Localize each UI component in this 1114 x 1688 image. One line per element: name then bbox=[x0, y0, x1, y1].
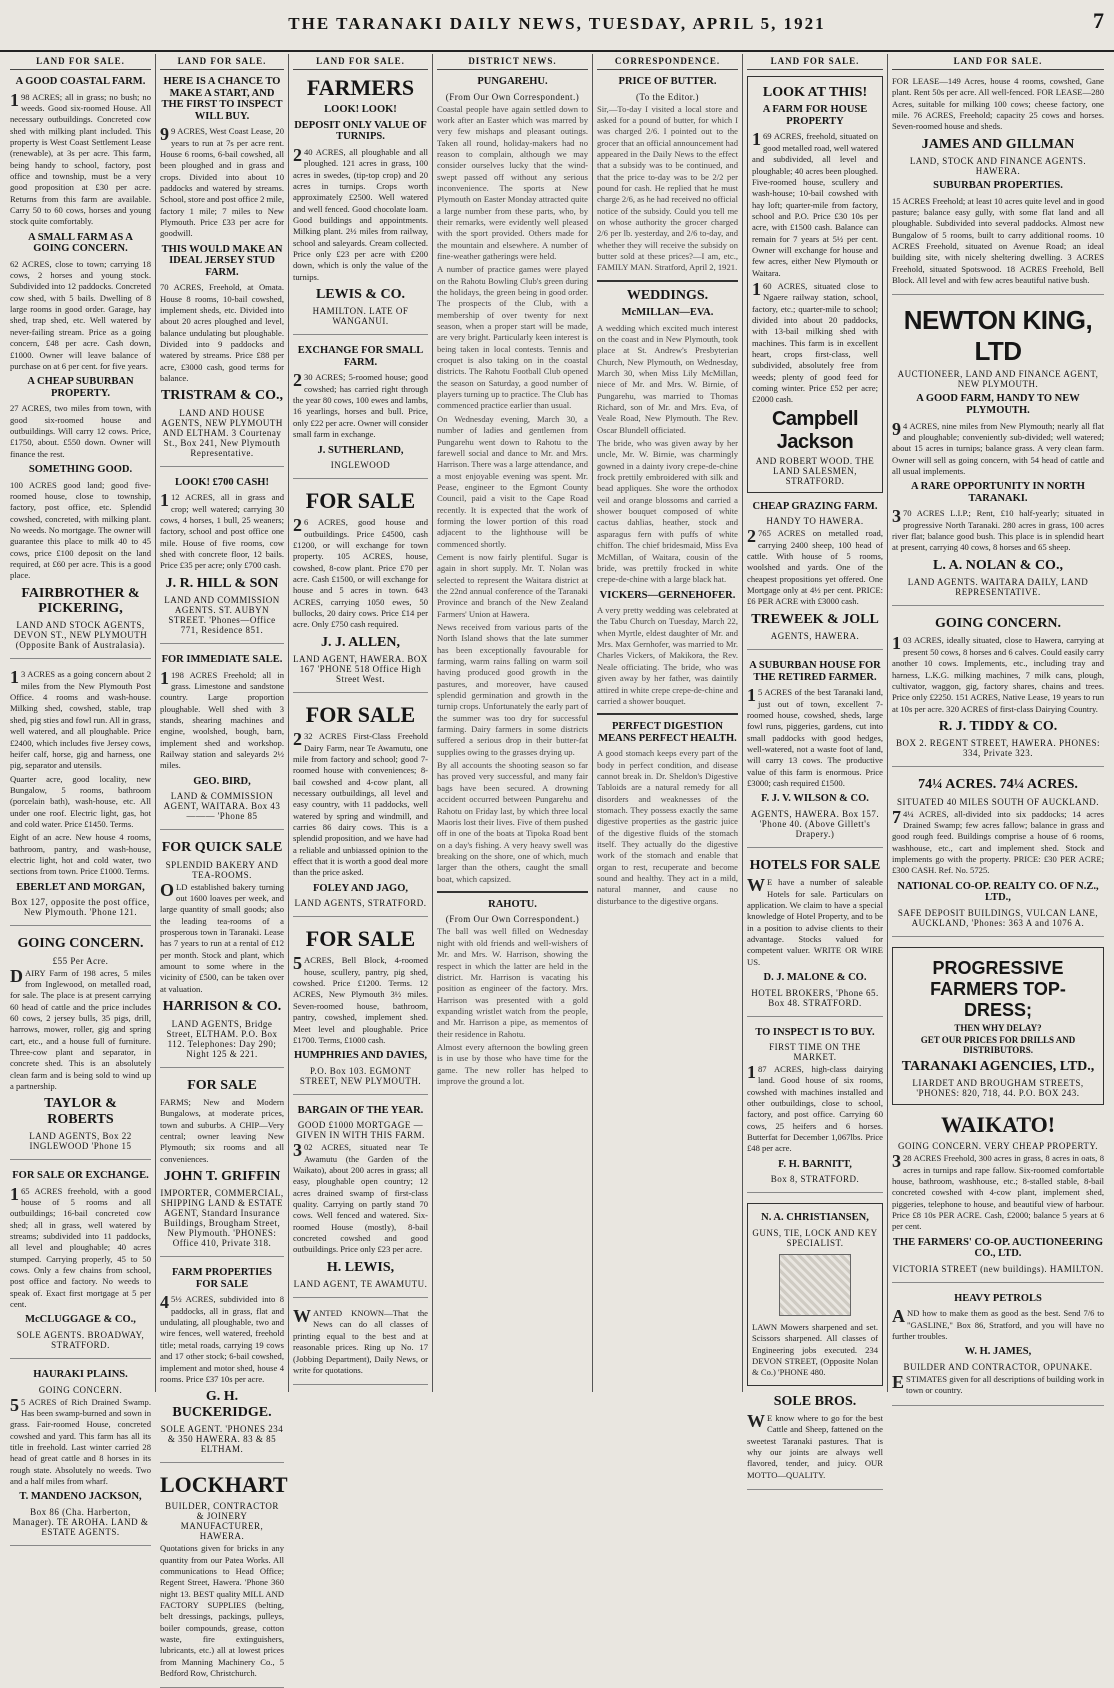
divider bbox=[437, 891, 588, 893]
ad-block bbox=[892, 76, 1104, 295]
ad-text: FOR LEASE—149 Acres, house 4 rooms, cowshed, Gane plant. Rent 50s per acre. All well-fenced. FOR LEASE—280 Acres, suitable for milking 100 cows; cheese factory, one mile. 76 ACRES, Freehold; capacity 25 cows and horses. Seven-roomed house and sheds. bbox=[892, 76, 1104, 132]
ad-text: 100 ACRES good land; good five-roomed house, close to township, factory, post office, etc. Splendid cowshed, concreted, with milking plant. No weeds. No mortgage. The owner will guarantee this place to milk 40 to 45 cows, price £100 deposit on the land required, at £60 per acre. This is a good place. bbox=[10, 479, 151, 581]
ad-heading: A RARE OPPORTUNITY IN NORTH TARANAKI. bbox=[911, 481, 1085, 504]
ad-heading: HOTELS FOR SALE bbox=[749, 857, 881, 873]
ad-text: 13 ACRES as a going concern about 2 miles from the New Plymouth Post Office. 4 rooms and wash-house. Milking shed, cowshed, stable, trap shed, pig sties and fowl run. All in grass, well watered, and all ploughable. Price £2400, which includes five Jersey cows, heifer calf, horse, gig and harness, one pig, separator and utensils. bbox=[10, 667, 151, 771]
agent-name: LEWIS & CO. bbox=[315, 286, 406, 302]
ad-text: FARMS; New and Modern Bungalows, at moderate prices, town and suburbs. A CHIP—Very central; owner leaving New Plymouth; six rooms and all conveniences. bbox=[160, 1096, 284, 1164]
section-header: LAND FOR SALE. bbox=[293, 54, 428, 70]
ad-block bbox=[10, 1369, 151, 1546]
agent-logo: Campbell Jackson bbox=[771, 407, 859, 453]
ad-heading: 74¼ ACRES. 74¼ ACRES. bbox=[918, 777, 1078, 793]
ad-heading: GOING CONCERN. bbox=[934, 616, 1061, 632]
newspaper-title: THE TARANAKI DAILY NEWS, TUESDAY, APRIL 5, 1921 bbox=[288, 14, 826, 33]
agent-name: EBERLET AND MORGAN, bbox=[16, 881, 145, 893]
agent-details: LAND AND STOCK AGENTS, DEVON ST., NEW PLYMOUTH (Opposite Bank of Australasia). bbox=[13, 620, 148, 651]
ad-block bbox=[892, 1293, 1104, 1406]
agent-details: P.O. Box 103. EGMONT STREET, NEW PLYMOUTH. bbox=[299, 1065, 422, 1086]
agent-details: Box 127, opposite the post office, New Plymouth. 'Phone 121. bbox=[11, 897, 150, 918]
agent-name: J. J. ALLEN, bbox=[321, 634, 400, 650]
ad-banner: PROGRESSIVE FARMERS TOP-DRESS; bbox=[930, 957, 1066, 1020]
ad-text: 15 ACRES of the best Taranaki land, just out of town, excellent 7-roomed house, cowshed, sheds, large fowl runs, piggeries, gardens, cut into small paddocks with good hedges, well-watered, not a waste foot of land, will carry 13 cows. The productive value of this farm is enormous. Price £3000; cash required £1500. bbox=[747, 685, 883, 788]
agent-details: LAND AGENTS, Box 22 INGLEWOOD 'Phone 15 bbox=[29, 1131, 132, 1152]
agent-name: W. H. JAMES, bbox=[964, 1346, 1032, 1358]
ad-block bbox=[10, 669, 151, 926]
ad-block bbox=[293, 345, 428, 479]
agent-details: VICTORIA STREET (new buildings). HAMILTON. bbox=[892, 1263, 1104, 1274]
ad-block bbox=[747, 1203, 883, 1385]
ad-subheading: SITUATED 40 MILES SOUTH OF AUCKLAND. bbox=[896, 796, 1099, 807]
ad-heading: FOR SALE bbox=[305, 702, 416, 728]
column-5 bbox=[593, 54, 743, 1392]
agent-name: HUMPHRIES AND DAVIES, bbox=[293, 1050, 428, 1062]
agent-name: LOCKHART bbox=[160, 1471, 288, 1497]
column-1 bbox=[6, 54, 156, 1537]
agent-details: AGENTS, HAWERA. bbox=[770, 631, 860, 642]
article-heading: WEDDINGS. bbox=[626, 287, 709, 303]
ad-block bbox=[293, 1105, 428, 1298]
ad-block bbox=[160, 1078, 284, 1258]
agent-details: LAND AGENT, HAWERA. BOX 167 'PHONE 518 Office High Street West. bbox=[293, 654, 428, 685]
ad-subheading: GOOD £1000 MORTGAGE — GIVEN IN WITH THIS FARM. bbox=[296, 1120, 425, 1141]
agent-name: J. SUTHERLAND, bbox=[317, 444, 404, 456]
agent-details: BUILDER AND CONTRACTOR, OPUNAKE. bbox=[903, 1362, 1093, 1373]
ad-heading: LOOK! £700 CASH! bbox=[175, 476, 269, 488]
ad-text: Eight of an acre. New house 4 rooms, bathroom, pantry, and wash-house, electric light, hot and cold water, two sections from town. Price £1000. Terms. bbox=[10, 832, 151, 877]
ad-text: 232 ACRES First-Class Freehold Dairy Farm, near Te Awamutu, one mile from factory and school; good 7-roomed house with conveniences; 8-bail cowshed and 4-cow plant, all necessary outbuildings, all level and easy country, with 11 paddocks, well watered by spring and windmill, and carries 86 dairy cows. This is a splendid proposition, and we have had a reliable and unbiassed opinion to the effect that it is worth a good deal more than the price asked. bbox=[293, 729, 428, 878]
agent-name: G. H. BUCKERIDGE. bbox=[172, 1389, 272, 1420]
ad-text: 302 ACRES, situated near Te Awamutu (the Garden of the Waikato), about 200 acres in grass; all easy, ploughable open country; 12 acres drained swamp of first-class quality. Carrying on partly stand 70 cows. Well fenced and watered. Six-roomed House (mostly), 8-bail concreted cowshed and good outbuildings. Price only £23 per acre. bbox=[293, 1140, 428, 1255]
agent-name: L. A. NOLAN & CO., bbox=[933, 557, 1063, 573]
ad-heading: FOR SALE bbox=[187, 1077, 257, 1093]
agent-name: HARRISON & CO. bbox=[162, 999, 282, 1015]
ad-block bbox=[747, 1394, 883, 1490]
ad-heading: FOR SALE OR EXCHANGE. bbox=[12, 1170, 149, 1182]
agent-name: H. LEWIS, bbox=[326, 1259, 395, 1275]
agent-name: T. MANDENO JACKSON, bbox=[19, 1491, 142, 1503]
ad-block bbox=[293, 1308, 428, 1385]
ad-heading: FOR SALE bbox=[305, 488, 416, 514]
section-header: LAND FOR SALE. bbox=[892, 54, 1104, 70]
ad-heading: FARMERS bbox=[306, 75, 415, 100]
agent-details: IMPORTER, COMMERCIAL, SHIPPING LAND & ESTATE AGENT, Standard Insurance Buildings, Brougham Street, New Plymouth. 'PHONES: Office 410, Private 318. bbox=[160, 1188, 284, 1249]
ad-heading: HAURAKI PLAINS. bbox=[33, 1369, 128, 1380]
agent-name: TAYLOR & ROBERTS bbox=[44, 1096, 117, 1127]
ad-text: 45½ ACRES, subdivided into 8 paddocks, all in grass, flat and undulating, all ploughable, two and wire fences, well watered, freehold title; metal roads, carrying 19 cows and 17 other stock; 6-bail cowshed, implement and motor shed, house 4 rooms. Price £37 10s per acre. bbox=[160, 1292, 284, 1384]
ad-heading: FOR IMMEDIATE SALE. bbox=[161, 654, 283, 666]
section-header: DISTRICT NEWS. bbox=[437, 54, 588, 70]
ad-text: 370 ACRES L.I.P.; Rent, £10 half-yearly; situated in progressive North Taranaki. 280 acres in grass, 100 acres river flat; balance good bush. This place is in splendid heart at present, carrying 40 cows, 8 horses and 65 sheep. bbox=[892, 506, 1104, 553]
ad-heading: A GOOD FARM, HANDY TO NEW PLYMOUTH. bbox=[916, 393, 1080, 416]
ad-block bbox=[10, 936, 151, 1160]
ad-subheading: FIRST TIME ON THE MARKET. bbox=[769, 1042, 861, 1063]
ad-heading: A CHEAP SUBURBAN PROPERTY. bbox=[27, 376, 134, 399]
section-header: CORRESPONDENCE. bbox=[597, 54, 738, 70]
column-6 bbox=[743, 54, 888, 1480]
agent-details: Box 8, STRATFORD. bbox=[770, 1174, 860, 1185]
article-byline: (From Our Own Correspondent.) bbox=[445, 914, 580, 925]
ad-heading: A GOOD COASTAL FARM. bbox=[15, 76, 146, 87]
column-2 bbox=[156, 54, 289, 1678]
ad-block bbox=[892, 1113, 1104, 1283]
ad-text: 27 ACRES, two miles from town, with good six-roomed house and outbuildings. Will carry 12 cows. Price, £1750, about. £550 down. Owner will finance the rest. bbox=[10, 403, 151, 459]
ad-block bbox=[892, 616, 1104, 767]
article-heading: PERFECT DIGESTION MEANS PERFECT HEALTH. bbox=[598, 721, 737, 744]
ad-heading: HERE IS A CHANCE TO MAKE A START, AND THE FIRST TO INSPECT WILL BUY. bbox=[161, 76, 283, 122]
ad-block bbox=[160, 1267, 284, 1463]
ad-text: 15 ACRES Freehold; at least 10 acres quite level and in good pasture; balance easy gully, with some flat land and all ploughable. Subdivided into several paddocks. Almost new Bungalow of 5 rooms, built to carry additional rooms. 10 ACRES Freehold, situated on Avenue Road; an ideal building site, with nicely sheltering dwelling. 3 ACRES Freehold, situated Spotswood. 18 ACRES Freehold, Bell Block. All level and with few acres beautiful native bush. bbox=[892, 195, 1104, 286]
ad-text: 26 ACRES, good house and outbuildings. Price £4500, cash £1200, or will exchange for town property. 105 ACRES, house, cowshed, 8-cow plant. Price £70 per acre. Cash £1500, or will exchange for house and 5 acres in town. 643 ACRES, carrying 1050 ewes, 50 bullocks, 20 dairy cows. Price £14 per acre. Only £750 cash required. bbox=[293, 515, 428, 630]
agent-details: LAND AGENTS. WAITARA DAILY, LAND REPRESENTATIVE. bbox=[907, 577, 1089, 598]
article-byline: (To the Editor.) bbox=[635, 91, 700, 102]
ad-block bbox=[160, 1471, 288, 1688]
article-heading: PRICE OF BUTTER. bbox=[618, 76, 717, 87]
ad-text: WE know where to go for the best Cattle and Sheep, fattened on the sweetest Taranaki pastures. That is why our joints are always well flavored, tender, and juicy. OUR MOTTO—QUALITY. bbox=[747, 1411, 883, 1480]
ad-subheading: LOOK! LOOK! bbox=[324, 104, 397, 116]
ad-text: 160 ACRES, situated close to Ngaere railway station, school, factory, etc.; quarter-mile to school; divided into about 20 paddocks, with 13-bail milking shed with machines. This farm is in excellent heart, crops first-class, well subdivided, absolutely free from weeds; plenty of good feed for coming winter. Price £52 per acre; £2000 cash. bbox=[752, 278, 878, 405]
agent-details: GUNS, TIE, LOCK AND KEY SPECIALIST. bbox=[752, 1227, 878, 1248]
ad-heading: DEPOSIT ONLY VALUE OF TURNIPS. bbox=[294, 119, 427, 143]
agent-logo: NEWTON KING, LTD bbox=[903, 305, 1093, 367]
agent-name: TREWEEK & JOLL bbox=[751, 611, 879, 627]
ad-text: 103 ACRES, ideally situated, close to Hawera, carrying at present 50 cows, 8 horses and 6 calves. Could easily carry another 10 cows. Implements, etc., including tray and harness, L.K.G. milking machines, 7 milk cans, plough, cultivator, waggon, gig, factory shares, chains and trees. Price only £2250. 151 ACRES, Native Lease, 19 years to run at 10s per acre. 320 ACRES of first-class Dairying Country. bbox=[892, 633, 1104, 714]
section-header: LAND FOR SALE. bbox=[160, 54, 284, 70]
ad-block bbox=[892, 947, 1104, 1105]
agent-details: SOLE AGENT. 'PHONES 234 & 350 HAWERA. 83 & 85 ELTHAM. bbox=[160, 1423, 284, 1454]
agent-name: F. H. BARNITT, bbox=[778, 1158, 852, 1170]
ad-text: DAIRY Farm of 198 acres, 5 miles from Inglewood, on metalled road, for sale. The place is at present carrying 60 head of cattle and the price includes 60 cows, 2 jersey bulls, 35 pigs, drill, harrows, mower, roller, gig and spring cart, etc., and a house full of furniture. Three-cow plant and separator, in concrete shed. This is an absolutely clean farm and is being sold to wind up a partnership. bbox=[10, 965, 151, 1091]
ad-text: Quarter acre, good locality, new Bungalow, 5 rooms, bathroom (porcelain bath), wash-house, etc. All under one roof. Electric light, gas, hot and cold water. Price £1450. Terms. bbox=[10, 773, 151, 829]
ad-block bbox=[293, 76, 428, 335]
ad-subheading: GET OUR PRICES FOR DRILLS AND DISTRIBUTORS. bbox=[920, 1034, 1076, 1055]
agent-name: JAMES AND GILLMAN bbox=[921, 136, 1075, 152]
agent-details: LAND AGENTS, Bridge Street, ELTHAM. P.O. Box 112. Telephones: Day 290; Night 125 & 221. bbox=[166, 1018, 278, 1059]
article-paragraph: The bride, who was given away by her uncle, Mr. W. Birnie, was charmingly gowned in a dainty ivory crepe-de-chine frock prettily embroidered with silk and bead appliques. She wore the orthodox veil and orange blossoms and carried a shower bouquet composed of white cactus dahlias, heather, stock and asparagus fern with puffs of white chiffon. The chief bridesmaid, Miss Eva McMillan, of Waitara, cousin of the bride, was prettily frocked in white crepe-de-chine with a large black hat. bbox=[597, 438, 738, 585]
ad-text: 74¼ ACRES, all-divided into six paddocks; 14 acres Drained Swamp; few acres fallow; balance in grass and good rough feed. Buildings comprise a house of 6 rooms, washhouse, etc., cart and implement shed. Stock and implements go with the property. PRICE: £30 PER ACRE; £300 CASH. Ref. No. 5725. bbox=[892, 806, 1104, 876]
ad-text: Quotations given for bricks in any quantity from our Patea Works. All communications to Head Office; Regent Street, Hawera. 'Phone 360 night 13. BEST quality MILL AND FACTORY SUPPLIES (belting, belt dressings, packings, pulleys, boiler compounds, grease, cotton waste, fire extinguishers, lubricants, etc.) all at lowest prices from Manning Machinery Co., 5 Bedford Row, Christchurch. bbox=[160, 1543, 284, 1678]
masthead bbox=[0, 0, 1114, 52]
agent-name: FOLEY AND JAGO, bbox=[313, 882, 408, 894]
section-header: LAND FOR SALE. bbox=[747, 54, 883, 70]
agent-name: J. R. HILL & SON bbox=[165, 575, 279, 591]
ad-block bbox=[293, 703, 428, 917]
agent-details: AGENTS, HAWERA. Box 157. 'Phone 40. (Above Gillett's Drapery.) bbox=[750, 808, 880, 839]
ad-subheading: A FARM FOR HOUSE PROPERTY bbox=[762, 104, 868, 127]
agent-details: LAND AND COMMISSION AGENTS. ST. AUBYN STREET. 'Phones—Office 771, Residence 851. bbox=[164, 595, 280, 636]
agent-details: LAND, STOCK AND FINANCE AGENTS. HAWERA. bbox=[909, 156, 1087, 177]
ad-heading: TO INSPECT IS TO BUY. bbox=[755, 1026, 875, 1038]
ad-text: 5ACRES, Bell Block, 4-roomed house, scullery, pantry, pig shed, cowshed. Price £1200. Terms. 12 ACRES, New Plymouth 3½ miles. Seven-roomed house, bathroom, pantry, cowshed, implement shed. Meet level and ploughable. Price £1700. Terms, £1000 cash. bbox=[293, 953, 428, 1045]
article-heading: PUNGAREHU. bbox=[477, 76, 548, 87]
agent-name: TRISTRAM & CO., bbox=[160, 388, 284, 404]
ad-subheading: HANDY TO HAWERA. bbox=[766, 516, 864, 527]
ad-heading: FARM PROPERTIES FOR SALE bbox=[171, 1267, 273, 1290]
ad-heading: GOING CONCERN. bbox=[17, 936, 144, 952]
agent-details: SOLE AGENTS. BROADWAY, STRATFORD. bbox=[16, 1330, 145, 1350]
ad-text: 62 ACRES, close to town; carrying 18 cows, 2 horses and young stock. Subdivided into 12 paddocks. Concreted cow shed, with 5 bails. Dwelling of 8 large rooms in good order. Garage, hay shed, trap shed, etc. Well watered by never-failing stream. Price as a going concern, £48 per acre. Cash down, £1000. Owner will leave balance of purchase on at 6 per cent. for five years. bbox=[10, 258, 151, 371]
article-subheading: McMILLAN—EVA. bbox=[621, 307, 714, 319]
agent-details: BOX 2. REGENT STREET, HAWERA. PHONES: 334, Private 323. bbox=[896, 738, 1100, 759]
ad-text: LAWN Mowers sharpened and set. Scissors sharpened. All classes of Engineering jobs executed. 234 DEVON STREET, (Opposite Nolan & Co.) 'PHONE 480. bbox=[752, 1321, 878, 1378]
ad-text: 328 ACRES Freehold, 300 acres in grass, 8 acres in oats, 8 acres in turnips and rape fallow. Six-roomed comfortable house, bathroom, washhouse, etc.; 8-stalled stable, 8-bail concreted cowshed with 4-cow plant, implement shed, piggeries, telephone to house, and beautiful view of harbour. Price £8 10s PER ACRE. Cash, £2000; balance 5 years at 6 per cent. bbox=[892, 1151, 1104, 1232]
article-subheading: VICKERS—GERNEHOFER. bbox=[599, 589, 736, 601]
agent-name: D. J. MALONE & CO. bbox=[763, 971, 867, 983]
ad-heading: FOR QUICK SALE bbox=[161, 840, 283, 856]
ad-block bbox=[293, 927, 428, 1094]
divider bbox=[597, 280, 738, 282]
article-paragraph: A number of practice games were played on the Rahotu Bowling Club's green during the holidays, the green being in good order. The prospects of the Club, with a membership of over twenty for next season, when a proper start will be made, are very bright. Particularly keen interest is being taken in local contests. Tennis and croquet is also taking on in the coastal districts. The Rahotu Football Club opened the season on Saturday, a good number of players turning up to practice. The Club has commenced practice earlier than usual. bbox=[437, 264, 588, 411]
article-paragraph: Coastal people have again settled down to work after an Easter which was marred by very few mishaps and pleasant outings. Taken all round, holiday-makers had no reason to complain, although we may consider ourselves lucky that the wind-swept passed off without any serious inconvenience. The sports at New Plymouth on Easter Monday attracted quite a large number from these parts, who, by their remarks, were evidently well pleased with the sport provided. Others made for the mountain and elsewhere. A number of fine-weather gatherings were held. bbox=[437, 103, 588, 262]
article-heading: RAHOTU. bbox=[488, 898, 537, 910]
ad-text: ESTIMATES given for all descriptions of building work in town or country. bbox=[892, 1372, 1104, 1396]
ad-text: 2765 ACRES on metalled road, carrying 2400 sheep, 100 head of cattle. With house of 5 rooms, woolshed and yards. One of the cheapest propositions yet offered. One Mortgage only at 4½ per cent. PRICE: £6 PER ACRE with £3000 cash. bbox=[747, 526, 883, 607]
ad-heading: A SMALL FARM AS A GOING CONCERN. bbox=[28, 231, 133, 255]
ad-heading: LOOK AT THIS! bbox=[762, 85, 868, 100]
ad-subheading: GOING CONCERN. VERY CHEAP PROPERTY. bbox=[898, 1141, 1098, 1152]
ad-subheading: SPLENDID BAKERY AND TEA-ROOMS. bbox=[165, 859, 279, 880]
ad-text: 55 ACRES of Rich Drained Swamp. Has been swamp-burned and sown in grass. Fair-roomed House, concreted cowshed and yard. This farm has all its title in freehold. Last winter carried 28 head of great cattle and 8 horses in its rough state. Absolutely no weeds. Two and a half miles from wharf. bbox=[10, 1394, 151, 1486]
agent-details: HAMILTON. LATE OF WANGANUI. bbox=[312, 306, 409, 327]
ad-price: £55 Per Acre. bbox=[52, 955, 109, 966]
agent-details: BUILDER, CONTRACTOR & JOINERY MANUFACTURER, HAWERA. bbox=[165, 1501, 279, 1542]
ad-heading: EXCHANGE FOR SMALL FARM. bbox=[297, 345, 424, 368]
ad-text: AND how to make them as good as the best. Send 7/6 to "GASLINE," Box 86, Stratford, and you will have no further troubles. bbox=[892, 1306, 1104, 1342]
ad-text: 70 ACRES, Freehold, at Omata. House 8 rooms, 10-bail cowshed, implement sheds, etc. Divided into about 20 acres ploughed and level, balance undulating but ploughable. Divided into 9 paddocks and watered by streams. Price £88 per acre, £3000 cash, good terms for balance. bbox=[160, 282, 284, 384]
agent-details: LIARDET AND BROUGHAM STREETS, 'PHONES: 820, 718, 44. P.O. BOX 243. bbox=[912, 1078, 1084, 1099]
ad-heading: SUBURBAN PROPERTIES. bbox=[933, 180, 1063, 192]
agent-details: LAND AGENTS, STRATFORD. bbox=[294, 898, 427, 909]
article-paragraph: Almost every afternoon the bowling green is in use by those who have time for the game. The new roller has helped to improve the ground a lot. bbox=[437, 1041, 588, 1086]
ad-text: 187 ACRES, high-class dairying land. Good house of six rooms, cowshed with machines installed and other outbuildings, close to school, factory, and post office. Carrying 60 cows, 25 heifers and 6 horses. Butterfat for December 1,067lbs. Price £48 per acre. bbox=[747, 1062, 883, 1154]
agent-details: AUCTIONEER, LAND AND FINANCE AGENT, NEW PLYMOUTH. bbox=[897, 369, 1099, 390]
article-paragraph: By all accounts the shooting season so far has proved very successful, and many fair bags have been secured. A drowning accident occurred between Pungarehu and Rahotu on Friday last, by which three local Maoris lost their lives. Five of them pushed off in one of the boats at Tipoka Road bent on a day's fishing. A very heavy swell was breaking on the shore, one of which, much larger than the others, caught the small boat, which capsized. bbox=[437, 760, 588, 884]
ad-block bbox=[160, 76, 284, 467]
ad-block bbox=[747, 660, 883, 848]
ad-text: 94 ACRES, nine miles from New Plymouth; nearly all flat and ploughable; conveniently sub-divided; well watered; about 15 acres in turnips; balance grass. A very clean farm. Owner will sell as going concern, with 54 head of cattle and all usual implements. bbox=[892, 418, 1104, 476]
ad-block bbox=[747, 501, 883, 650]
lawnmower-illustration bbox=[779, 1254, 851, 1316]
ad-text: 169 ACRES, freehold, situated on good metalled road, well watered and subdivided, all level and ploughable; 40 acres been ploughed. Five-roomed house, scullery and wash-house; 10-bail cowshed with hay loft; quarter-mile from factory, school and P.O. Price £30 10s per acre, with £1500 cash. Balance can remain for 7 years at 5½ per cent. Owner will exchange for house and few acres, either New Plymouth or Waitara. bbox=[752, 129, 878, 278]
section-header: LAND FOR SALE. bbox=[10, 54, 151, 70]
article-paragraph: Cement is now fairly plentiful. Sugar is again in short supply. Mr. T. Nolan was selected to represent the Waitara district at the 22nd annual conference of the Taranaki Province and branch of the New Zealand Farmers' Union at Hawera. bbox=[437, 551, 588, 619]
article-paragraph: The ball was well filled on Wednesday night with old friends and well-wishers of Mr. and Mrs. W. Harrison, showing the respect in which the latter are held in the district. Mr. Harrison is vacating his position as engineer of the factory. Mrs. Harrison was presented with a gold expanding wristlet watch from the people, and Mr. Harrison a pipe, as mementos of their residence in Rahotu. bbox=[437, 926, 588, 1039]
column-4 bbox=[433, 54, 593, 1392]
ad-text: 230 ACRES; 5-roomed house; good cowshed; has carried right through the year 80 cows, 100 ewes and lambs, 16 yearlings, horses and bull. Price, only £22 per acre. Owner will consider small farm in exchange. bbox=[293, 370, 428, 440]
article-paragraph: Sir,—To-day I visited a local store and asked for a pound of butter, for which I was charged 2/6. I pointed out to the grocer that an official announcement had appeared in the Daily News to the effect that a subsidy was to be continued, and that the price to-day was to be 2/2 per pound for cash. He replied that he must charge 2/6, as he had received no official notice of the subsidy. Could you tell me on whose authority the grocer charged 2/6 per lb. yesterday, and 2/6 to-day, and whether they will receive the subsidy on butter sold at these prices?—I am, etc., FAMILY MAN. Stratford, April 2, 1921. bbox=[597, 103, 738, 273]
ad-block bbox=[293, 489, 428, 693]
page-number: 7 bbox=[1093, 8, 1104, 33]
ad-heading: WAIKATO! bbox=[940, 1112, 1056, 1138]
ad-block bbox=[160, 654, 284, 830]
ad-block bbox=[892, 305, 1104, 606]
agent-details: INGLEWOOD bbox=[330, 460, 391, 471]
ad-block bbox=[892, 777, 1104, 937]
ad-block bbox=[10, 1170, 151, 1359]
article-paragraph: A wedding which excited much interest on the coast and in New Plymouth, took place at St. Andrew's Presbyterian Church, New Plymouth, on Wednesday, March 30, when Miss Lily McMillan, niece of Mr. and Mrs. W. Birnie, of Pungarehu, was married to Thomas Richard, son of Mr. and Mrs. Eva, of Veale Road, New Plymouth. The Rev. Oscar Blundell officiated. bbox=[597, 322, 738, 435]
ad-heading: A SUBURBAN HOUSE FOR THE RETIRED FARMER. bbox=[749, 660, 881, 683]
ad-heading: HEAVY PETROLS bbox=[954, 1292, 1042, 1304]
agent-name: McCLUGGAGE & CO., bbox=[25, 1314, 136, 1326]
ad-block bbox=[747, 1027, 883, 1194]
ad-heading: THIS WOULD MAKE AN IDEAL JERSEY STUD FARM. bbox=[161, 243, 283, 278]
ad-text: 1198 ACRES Freehold; all in grass. Limestone and sandstone country. Large proportion ploughable. Well shed with 3 stands, shearing machines and engine, woolshed, bough, barn, implement shed and workshop. Railway station and saleyards 2½ miles. bbox=[160, 667, 284, 771]
ad-block bbox=[747, 76, 883, 493]
article-byline: (From Our Own Correspondent.) bbox=[445, 91, 580, 102]
ad-subheading: THEN WHY DELAY? bbox=[954, 1022, 1042, 1033]
ad-block bbox=[747, 858, 883, 1017]
agent-details: SAFE DEPOSIT BUILDINGS, VULCAN LANE, AUCKLAND, 'Phones: 363 A and 1076 A. bbox=[897, 907, 1099, 928]
agent-name: N. A. CHRISTIANSEN, bbox=[761, 1212, 869, 1224]
columns bbox=[6, 54, 1108, 1678]
agent-details: LAND & COMMISSION AGENT, WAITARA. Box 43 ——— 'Phone 85 bbox=[163, 791, 281, 822]
ad-block bbox=[160, 840, 284, 1067]
agent-name: FAIRBROTHER & PICKERING, bbox=[21, 585, 140, 617]
ad-heading: SOMETHING GOOD. bbox=[28, 464, 133, 476]
ad-heading: BARGAIN OF THE YEAR. bbox=[297, 1104, 424, 1116]
ad-text: WE have a number of saleable Hotels for sale. Particulars on application. We claim to have a special knowledge of Hotel Property, and to be in a position to advise clients to their advantage. Stocks valued for competent valuer. WRITE OR WIRE US. bbox=[747, 875, 883, 967]
agent-details: LAND AGENT, TE AWAMUTU. bbox=[293, 1279, 428, 1290]
agent-name: NATIONAL CO-OP. REALTY CO. OF N.Z., LTD., bbox=[897, 880, 1099, 904]
column-7 bbox=[888, 54, 1108, 1396]
agent-name: GEO. BIRD, bbox=[193, 775, 251, 787]
column-3 bbox=[289, 54, 433, 1392]
agent-details: HOTEL BROKERS, 'Phone 65. Box 48. STRATFORD. bbox=[751, 987, 879, 1008]
divider bbox=[597, 713, 738, 715]
ad-heading: CHEAP GRAZING FARM. bbox=[752, 500, 878, 512]
agent-details: AND ROBERT WOOD. THE LAND SALESMEN, STRATFORD. bbox=[755, 455, 875, 486]
ad-text: OLD established bakery turning out 1600 loaves per week, and large quantity of small goods; also the leading tea-rooms of a prosperous town in Taranaki. Lease has 7 years to run at a rental of £12 per month. Stock and plant, which amount to some where in the vicinity of £500, can be taken over at valuation. bbox=[160, 879, 284, 994]
agent-name: JOHN T. GRIFFIN bbox=[163, 1168, 281, 1184]
agent-name: TARANAKI AGENCIES, LTD., bbox=[901, 1058, 1095, 1074]
article-paragraph: A good stomach keeps every part of the body in perfect condition, and disease cannot break in. Dr. Sheldon's Digestive Tabloids are a natural remedy for all disorders and weaknesses of the stomach. They possess exactly the same digestive properties as the gastric juice of the digestive fluids of the stomach itself. They actually do the digestive work of the stomach and enable that organ to rest, recuperate and become sound and healthy. They act in a mild, natural manner, and cause no disturbance to the digestive organs. bbox=[597, 748, 738, 906]
ad-text: 198 ACRES; all in grass; no bush; no weeds. Good six-roomed House. All necessary outbuildings. Concreted cow shed with milking plant included. This property is West Coast Settlement Lease (renewable), at 3s per acre. This farm, being handy to school, factory, post office and township, must be a very good proposition at £30 per acre. Returns from this farm are available. Carry 50 to 60 cows, horses and young stock quite comfortably. bbox=[10, 89, 151, 227]
ad-text: 112 ACRES, all in grass and crop; well watered; carrying 30 cows, 4 horses, 1 bull, 25 weaners; factory, school and post office one mile. House of five rooms, cow shed with concrete floor, 12 bails. Price £35 per acre; only £700 cash. bbox=[160, 490, 284, 571]
agent-details: Box 86 (Cha. Harberton, Manager). TE AROHA. LAND & ESTATE AGENTS. bbox=[12, 1506, 149, 1537]
ad-text: WANTED KNOWN—That the News can do all classes of printing equal to the best and at reasonable prices. Ring up No. 17 (Jobbing Department), Daily News, or write for quotations. bbox=[293, 1306, 428, 1375]
agent-name: R. J. TIDDY & CO. bbox=[938, 718, 1058, 734]
agent-details: LAND AND HOUSE AGENTS, NEW PLYMOUTH AND ELTHAM. 3 Courtenay St., Box 241, New Plymouth Representative. bbox=[161, 407, 283, 458]
article-paragraph: On Wednesday evening, March 30, a number of ladies and gentlemen from Pungarehu went down to Rahotu to the farewell social and dance to Mr. and Mrs. Harrison. There was a large attendance, and a most enjoyable evening was spent. Mr. Pease, engineer to the Egmont County Council, paid a visit to the Cape Road recently. It is expected that the work of forming the lower portion of this road adjacent to the lighthouse will be commenced shortly. bbox=[437, 413, 588, 549]
agent-name: THE FARMERS' CO-OP. AUCTIONEERING CO., LTD. bbox=[892, 1236, 1104, 1260]
ad-text: 240 ACRES, all ploughable and all ploughed. 121 acres in grass, 100 acres in swedes, (tip-top crop) and 20 acres in turnips. Crops worth approximately £2500. Well watered and well fenced. Good chocolate loam. Good buildings and appointments. Milking plant. 2½ miles from railway, school and saleyards. Cream collected. Price only £23 per acre with £200 down, which is only the value of the turnips. bbox=[293, 144, 428, 282]
ad-subheading: GOING CONCERN. bbox=[38, 1384, 123, 1395]
article-paragraph: A very pretty wedding was celebrated at the Tabu Church on Tuesday, March 22, when Myrtle, eldest daughter of Mr. and Mrs. Max Gernhofer, was married to Mr. Charles Vickers, of Makikora, the Rev. Neale officiating. The bride, who was given away by her father, was daintily attired in white crepe crepe-de-chine and carried a shower bouquet. bbox=[597, 605, 738, 706]
ad-text: 165 ACRES freehold, with a good house of 5 rooms and all outbuildings; 16-bail concreted cow shed; all in grass, well watered by streams; subdivided into 11 paddocks, all level and ploughable; 40 acres stumped. Carrying properly, 45 to 50 cows. Only a few chains from school, post office and factory. No weeds to speak of. Exact first mortgage at 5 per cent. bbox=[10, 1183, 151, 1310]
ad-block bbox=[10, 76, 151, 659]
ad-heading: SOLE BROS. bbox=[773, 1393, 857, 1409]
agent-name: F. J. V. WILSON & CO. bbox=[761, 793, 869, 805]
ad-heading: FOR SALE bbox=[305, 926, 416, 952]
ad-text: 99 ACRES, West Coast Lease, 20 years to run at 7s per acre rent. House 6 rooms, 6-bail cowshed, all been ploughed and in grass and crops. Divided into about 10 paddocks and watered by streams. School, store and post office 2 mile, factory 1 mile; 7 miles to New Plymouth. Price £33 per acre for goodwill. bbox=[160, 124, 284, 239]
ad-block bbox=[160, 477, 284, 644]
article-paragraph: News received from various parts of the North Island shows that the late summer has been exceptionally favourable for farming, warm rains falling on warm soil having produced good growth in the pastures, and moreover, have caused splendid germination and growth in the turnip crops. Unfortunately the early part of the summer was too dry for successful farming. Dairy farmers in some districts suffered a serious drop in their butter-fat supplies owing to the grasses drying up. bbox=[437, 622, 588, 757]
